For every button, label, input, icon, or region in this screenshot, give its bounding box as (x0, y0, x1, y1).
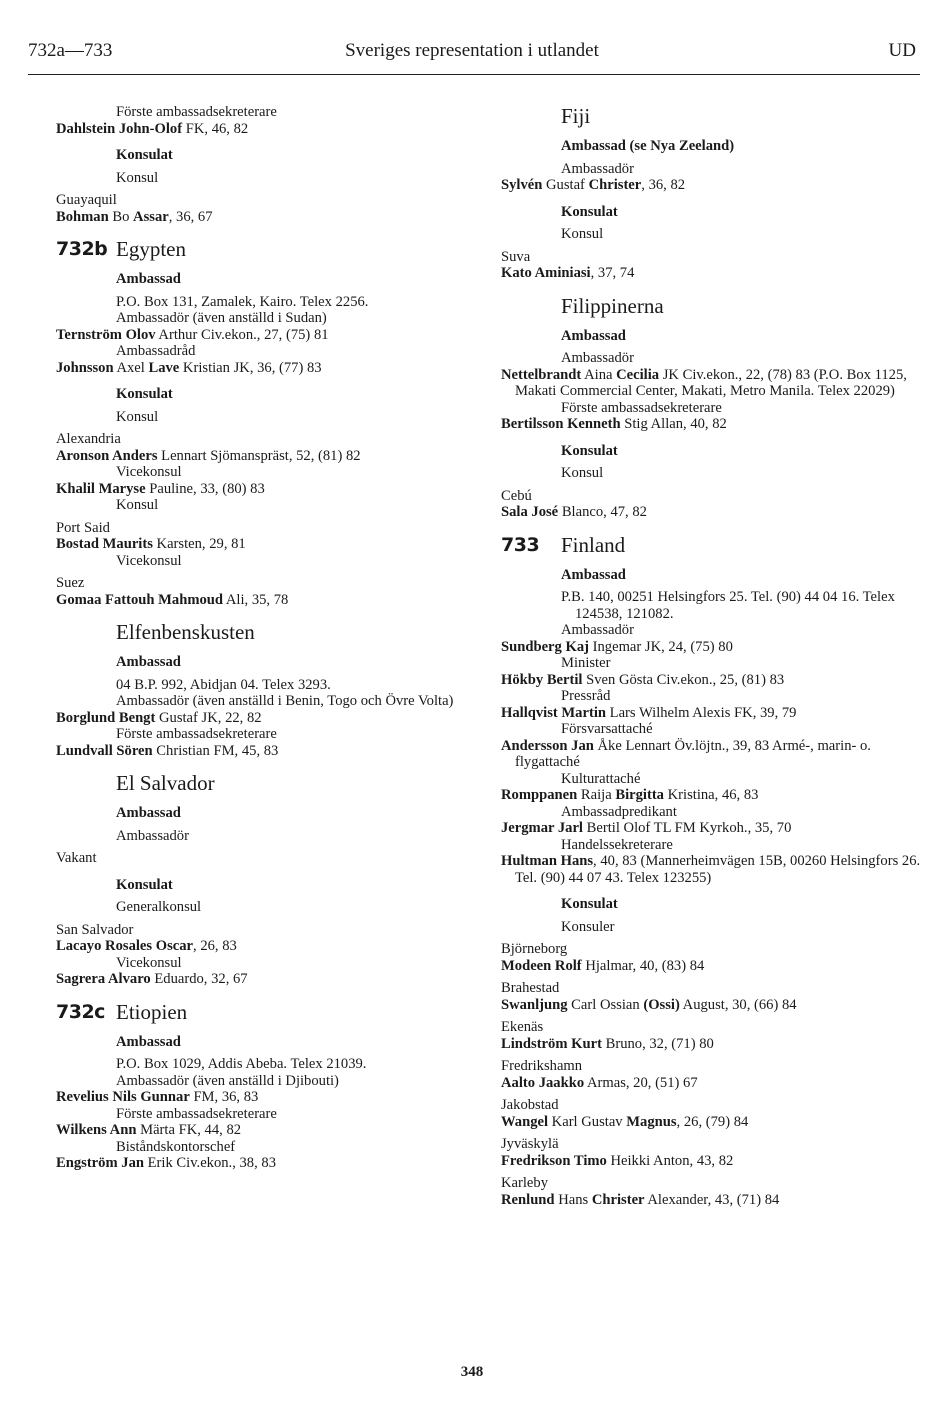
mission-type: Ambassad (561, 327, 626, 344)
person-surname: Johnsson (56, 359, 114, 376)
position-title: Förste ambassadsekreterare (116, 104, 277, 120)
person-entry (501, 1114, 921, 1131)
section-heading (56, 620, 476, 644)
mission-type: Ambassad (116, 805, 181, 821)
person-entry (501, 639, 921, 656)
person-entry (501, 1036, 921, 1053)
person-details: FK, 46, 82 (182, 120, 249, 137)
country-name: Elfenbenskusten (116, 620, 255, 644)
person-details: , 36, 82 (641, 177, 686, 193)
person-surname: Jergmar Jarl (501, 820, 583, 836)
person-details: , 26, 83 (193, 938, 237, 954)
person-entry (56, 209, 476, 226)
person-entry (501, 265, 921, 282)
mission-type: Konsulat (116, 386, 173, 402)
person-entry (56, 1155, 476, 1172)
person-surname: Aronson Anders (56, 447, 158, 464)
person-details: Aina (581, 366, 617, 383)
person-details: Alexander, 43, (71) 84 (644, 1191, 780, 1208)
country-name: Egypten (116, 237, 186, 261)
position-title: 04 B.P. 992, Abidjan 04. Telex 3293. (116, 676, 331, 693)
running-header-left: 732a—733 (28, 40, 113, 61)
position-title: Minister (561, 655, 611, 671)
position-title: Ambassadör (även anställd i Sudan) (116, 310, 327, 326)
person-surname: Modeen Rolf (501, 957, 582, 974)
position-title: Konsul (561, 465, 604, 481)
person-details: Heikki Anton, 43, 82 (606, 1152, 734, 1169)
person-surname: Engström Jan (56, 1155, 144, 1171)
person-surname: Sala José (501, 504, 559, 520)
country-name: El Salvador (116, 771, 215, 795)
position-title: Försvarsattaché (561, 721, 653, 737)
person-entry (56, 938, 476, 955)
location-name: Vakant (56, 850, 97, 866)
person-surname: Lundvall Sören (56, 742, 153, 759)
position-title: Ambassadör (561, 622, 634, 638)
person-entry (501, 416, 921, 433)
country-name: Finland (561, 532, 626, 557)
person-surname: Bostad Maurits (56, 536, 153, 552)
position-title: Generalkonsul (116, 899, 202, 915)
person-entry (56, 592, 476, 609)
person-details: , 36, 67 (168, 208, 213, 225)
position-title: Vicekonsul (116, 954, 182, 971)
mission-type: Ambassad (116, 1033, 181, 1050)
person-surname: Lacayo Rosales Oscar (56, 938, 194, 954)
person-details: Ingemar JK, 24, (75) 80 (589, 638, 733, 655)
person-details: FM, 36, 83 (189, 1089, 259, 1105)
position-title: Pressråd (561, 688, 611, 704)
person-entry (56, 327, 476, 344)
person-entry (501, 997, 921, 1014)
mission-type: Konsulat (561, 896, 618, 912)
section-heading (56, 1000, 476, 1024)
country-name: Fiji (561, 104, 591, 128)
mission-type: Konsulat (561, 442, 618, 459)
person-callname: Cecilia (616, 366, 660, 383)
person-details: Lars Wilhelm Alexis FK, 39, 79 (606, 704, 797, 721)
mission-type: Ambassad (se Nya Zeeland) (561, 138, 735, 154)
person-details: Bertil Olof TL FM Kyrkoh., 35, 70 (583, 820, 792, 836)
person-surname: Sagrera Alvaro (56, 971, 151, 987)
person-entry (501, 787, 921, 804)
country-name: Filippinerna (561, 293, 664, 318)
mission-type: Ambassad (116, 271, 181, 287)
person-surname: Andersson Jan (501, 737, 594, 754)
person-surname: Sundberg Kaj (501, 638, 589, 655)
position-title: P.B. 140, 00251 Helsingfors 25. Tel. (90) 44 04 16. Telex 124538, 121082. (561, 589, 895, 622)
person-entry (501, 1192, 921, 1209)
location-name: Port Said (56, 519, 110, 536)
person-surname: Wilkens Ann (56, 1122, 137, 1138)
person-callname: Assar (133, 208, 169, 225)
position-title: Konsul (116, 497, 159, 513)
person-entry (56, 121, 476, 138)
position-title: Konsuler (561, 918, 615, 935)
person-details: Lennart Sjömanspräst, 52, (81) 82 (157, 447, 361, 464)
running-header-title: Sveriges representation i utlandet (345, 40, 599, 61)
header-rule (28, 74, 920, 75)
person-details: Karsten, 29, 81 (152, 536, 246, 552)
position-title: Konsul (561, 226, 604, 242)
person-entry (56, 1122, 476, 1139)
person-details: Erik Civ.ekon., 38, 83 (143, 1155, 276, 1171)
person-details: JK Civ.ekon., 22, (78) 83 (P.O. Box 1125, Makati Commercial Center, Makati, Metro Manila. Telex 22029) (515, 366, 907, 399)
running-header-right: UD (888, 40, 916, 61)
location-name: Jakobstad (501, 1097, 559, 1113)
position-title: Kulturattaché (561, 770, 641, 787)
person-entry (56, 743, 476, 760)
position-title: Konsul (116, 408, 159, 425)
section-heading (501, 533, 921, 557)
person-surname: Bertilsson Kenneth (501, 416, 621, 432)
person-callname: Lave (148, 359, 180, 376)
person-surname: Lindström Kurt (501, 1035, 602, 1052)
person-entry (501, 853, 921, 886)
person-details: August, 30, (66) 84 (679, 996, 797, 1013)
location-name: San Salvador (56, 921, 134, 938)
person-surname: Hallqvist Martin (501, 704, 606, 721)
person-details: Bo (108, 208, 134, 225)
person-details: , 37, 74 (590, 265, 635, 281)
position-title: Ambassadör (även anställd i Djibouti) (116, 1072, 339, 1089)
person-surname: Swanljung (501, 996, 568, 1013)
person-entry (56, 971, 476, 988)
person-details: Kristian JK, 36, (77) 83 (179, 359, 322, 376)
section-heading (56, 771, 476, 795)
person-details: Christian FM, 45, 83 (152, 742, 279, 759)
person-surname: Ternström Olov (56, 326, 156, 343)
person-surname: Kato Aminiasi (501, 265, 591, 281)
person-surname: Sylvén (501, 177, 543, 193)
person-entry (56, 481, 476, 498)
person-entry (56, 448, 476, 465)
person-surname: Nettelbrandt (501, 366, 582, 383)
position-title: Förste ambassadsekreterare (116, 1105, 277, 1122)
section-number: 732b (56, 238, 108, 260)
person-callname: Christer (588, 177, 642, 193)
person-entry (501, 738, 921, 771)
position-title: Biståndskontorschef (116, 1138, 236, 1155)
person-details: Gustaf JK, 22, 82 (155, 709, 262, 726)
person-entry (501, 177, 921, 194)
person-details: Blanco, 47, 82 (558, 504, 647, 520)
location-name: Björneborg (501, 941, 568, 957)
section-number: 732c (56, 1000, 105, 1023)
mission-type: Ambassad (116, 654, 181, 670)
person-details: Pauline, 33, (80) 83 (145, 480, 265, 497)
person-details: Åke Lennart Öv.löjtn., 39, 83 Armé-, marin- o. flygattaché (515, 737, 871, 770)
person-entry (501, 705, 921, 722)
location-name: Cebú (501, 487, 532, 504)
location-name: Ekenäs (501, 1019, 544, 1035)
person-entry (56, 536, 476, 553)
location-name: Karleby (501, 1175, 549, 1191)
person-callname: Birgitta (615, 787, 664, 803)
page-number: 348 (460, 1364, 484, 1380)
person-details: Stig Allan, 40, 82 (620, 416, 727, 432)
person-entry (501, 1153, 921, 1170)
location-name: Jyväskylä (501, 1136, 559, 1152)
person-surname: Aalto Jaakko (501, 1074, 585, 1091)
person-details: , 26, (79) 84 (676, 1113, 749, 1130)
person-details: Ali, 35, 78 (223, 591, 289, 608)
person-details: Kristina, 46, 83 (663, 787, 759, 803)
left-column (56, 104, 476, 1172)
person-surname: Fredrikson Timo (501, 1152, 607, 1169)
person-details: Armas, 20, (51) 67 (584, 1074, 698, 1091)
person-entry (501, 672, 921, 689)
person-entry (501, 367, 921, 400)
person-surname: Gomaa Fattouh Mahmoud (56, 591, 224, 608)
mission-type: Ambassad (561, 566, 626, 583)
person-entry (56, 1089, 476, 1106)
location-name: Fredrikshamn (501, 1058, 583, 1074)
position-title: Vicekonsul (116, 552, 182, 569)
person-details: Raija (577, 787, 616, 803)
person-entry (501, 958, 921, 975)
position-title: Ambassadråd (116, 343, 196, 359)
position-title: Förste ambassadsekreterare (561, 399, 722, 416)
section-heading (56, 237, 476, 261)
position-title: Vicekonsul (116, 464, 182, 480)
person-surname: Hökby Bertil (501, 671, 583, 688)
person-details: Axel (113, 359, 149, 376)
country-name: Etiopien (116, 999, 188, 1024)
position-title: Ambassadör (116, 827, 189, 844)
section-heading (501, 104, 921, 128)
position-title: Ambassadör (även anställd i Benin, Togo och Övre Volta) (116, 693, 454, 709)
person-details: Arthur Civ.ekon., 27, (75) 81 (155, 326, 329, 343)
person-surname: Bohman (56, 208, 109, 225)
person-details: Märta FK, 44, 82 (136, 1122, 242, 1138)
mission-type: Konsulat (116, 147, 173, 163)
person-entry (56, 360, 476, 377)
person-details: Carl Ossian (567, 996, 644, 1013)
person-entry (56, 710, 476, 727)
position-title: Förste ambassadsekreterare (116, 726, 277, 742)
person-surname: Revelius Nils Gunnar (56, 1089, 190, 1105)
location-name: Suva (501, 248, 531, 265)
position-title: Ambassadpredikant (561, 803, 677, 820)
person-entry (501, 1075, 921, 1092)
location-name: Alexandria (56, 431, 121, 447)
person-entry (501, 820, 921, 837)
person-surname: Dahlstein John-Olof (56, 120, 183, 137)
person-surname: Borglund Bengt (56, 709, 156, 726)
position-title: Ambassadör (561, 160, 634, 177)
location-name: Brahestad (501, 980, 560, 996)
position-title: Ambassadör (561, 350, 634, 366)
person-details: Hjalmar, 40, (83) 84 (581, 957, 705, 974)
person-callname: Christer (591, 1191, 645, 1208)
person-callname: Magnus (626, 1113, 677, 1130)
section-number: 733 (501, 533, 540, 556)
position-title: P.O. Box 131, Zamalek, Kairo. Telex 2256. (116, 293, 369, 310)
person-callname: (Ossi) (643, 996, 680, 1013)
person-details: , 40, 83 (Mannerheimvägen 15B, 00260 Helsingfors 26. Tel. (90) 44 07 43. Telex 123255) (515, 853, 921, 886)
mission-type: Konsulat (116, 876, 173, 893)
person-details: Bruno, 32, (71) 80 (601, 1035, 714, 1052)
person-surname: Khalil Maryse (56, 480, 146, 497)
location-name: Suez (56, 575, 85, 591)
position-title: P.O. Box 1029, Addis Abeba. Telex 21039. (116, 1056, 367, 1072)
person-surname: Hultman Hans (501, 853, 594, 869)
person-details: Eduardo, 32, 67 (150, 971, 248, 987)
person-details: Sven Gösta Civ.ekon., 25, (81) 83 (582, 671, 785, 688)
person-surname: Wangel (501, 1113, 549, 1130)
right-column (501, 104, 921, 1208)
person-details: Karl Gustav (548, 1113, 627, 1130)
position-title: Konsul (116, 169, 159, 186)
section-heading (501, 294, 921, 318)
person-surname: Renlund (501, 1191, 555, 1208)
person-details: Hans (554, 1191, 592, 1208)
position-title: Handelssekreterare (561, 836, 673, 853)
person-details: Gustaf (542, 177, 589, 193)
mission-type: Konsulat (561, 203, 618, 220)
location-name: Guayaquil (56, 192, 117, 208)
person-surname: Romppanen (501, 787, 578, 803)
person-entry (501, 504, 921, 521)
